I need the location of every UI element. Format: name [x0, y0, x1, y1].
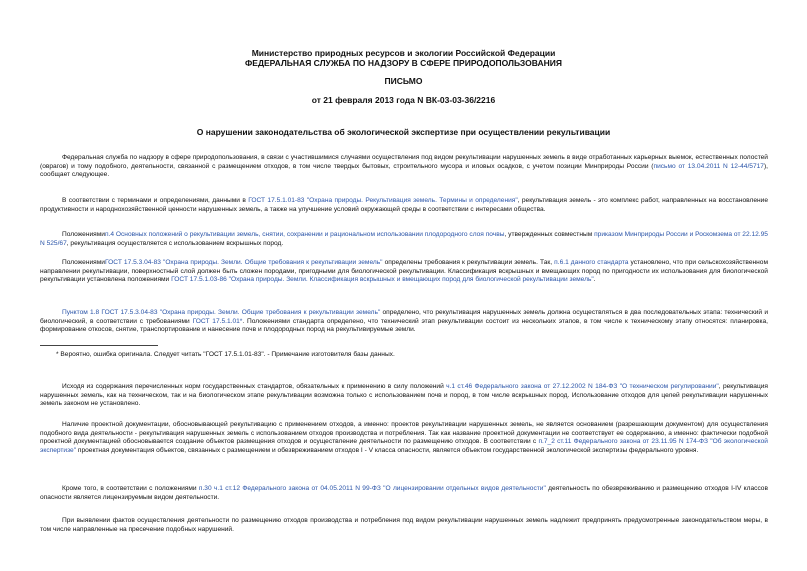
- paragraph-6: [40, 383, 768, 409]
- link-gost-17-5-1-01[interactable]: ГОСТ 17.5.1.01*: [192, 317, 243, 325]
- paragraph-5: [40, 309, 768, 335]
- paragraph-3: [40, 231, 768, 248]
- text: Положениями: [62, 231, 105, 238]
- text: . Положениями стандарта определено, что технический этап рекультивации состоит из нескольких этапов, в том числе к техническому этапу относятся: планировка, формирование откосов, снятие, транспортирование и нанесение почв и плодородных пород на рекультивируемые земли.: [40, 317, 769, 334]
- link-letter-minprirody[interactable]: письмо от 13.04.2011 N 12-44/5717: [653, 162, 764, 170]
- paragraph-7: [40, 421, 768, 455]
- text: Положениями: [62, 259, 105, 266]
- text: .: [593, 276, 596, 284]
- text: , рекультивация земель - это комплекс работ, направленных на восстановление продуктивности и народнохозяйственной ценности нарушенных земель, а также на улучшение условий окружающей среды в соответствии с интересами общества.: [40, 197, 768, 213]
- link-gost-17-5-1-03-86[interactable]: ГОСТ 17.5.1.03-86 "Охрана природы. Земли. Классификация вскрышных и вмещающих пород для биологической рекультивации земель": [171, 276, 594, 284]
- paragraph-8: [40, 485, 768, 502]
- document-date-number: от 21 февраля 2013 года N ВК-03-03-36/2216: [311, 95, 496, 105]
- link-law-99-fz[interactable]: п.30 ч.1 ст.12 Федерального закона от 04.05.2011 N 99-ФЗ "О лицензировании отдельных видов деятельности": [198, 485, 546, 492]
- text: определено, что рекультивация нарушенных земель должна осуществляться в два последовательных этапа: технический и биологический, в соответствии с требованиями: [40, 309, 769, 325]
- text: Кроме того, в соответствии с положениями: [62, 485, 199, 492]
- text: Федеральная служба по надзору в сфере природопользования, в связи с участившимися случаями осуществления под видом рекультивации нарушенных земель в виде отработанных карьерных выемок, естественных полостей (оврагов) и тому подобного, деятельности, связанной с размещением отходов, в том числе твердых бытовых, строительного мусора и иловых осадков, с учетом позиции Минприроды России (: [40, 154, 768, 170]
- paragraph-4: [40, 259, 768, 285]
- text: определены требования к рекультивации земель. Так,: [382, 259, 555, 266]
- text: , утвержденных совместным: [504, 231, 595, 238]
- service-name: ФЕДЕРАЛЬНАЯ СЛУЖБА ПО НАДЗОРУ В СФЕРЕ ПРИРОДОПОЛЬЗОВАНИЯ: [245, 58, 562, 68]
- link-gost-17-5-3-04-83[interactable]: ГОСТ 17.5.3.04-83 "Охрана природы. Земли. Общие требования к рекультивации земель": [104, 259, 383, 266]
- link-law-184-fz[interactable]: ч.1 ст.46 Федерального закона от 27.12.2002 N 184-ФЗ "О техническом регулировании": [446, 383, 719, 390]
- text: В соответствии с терминами и определениями, данными в: [62, 197, 249, 204]
- paragraph-1: [40, 154, 768, 180]
- text: деятельность по обезвреживанию и размещению отходов I-IV классов опасности является лицензируемым видом деятельности.: [40, 485, 768, 501]
- text: Исходя из содержания перечисленных норм государственных стандартов, обязательных к применению в силу положений: [62, 383, 447, 390]
- ministry-name: Министерство природных ресурсов и экологии Российской Федерации: [251, 48, 556, 58]
- link-gost-p1-8[interactable]: Пунктом 1.8 ГОСТ 17.5.3.04-83 "Охрана природы. Земли. Общие требования к рекультивации земель": [62, 309, 381, 316]
- paragraph-9: [40, 517, 768, 534]
- text: , рекультивация осуществляется с использованием вскрышных пород.: [66, 239, 284, 247]
- link-gost-p6-1[interactable]: п.6.1 данного стандарта: [554, 259, 629, 266]
- link-basic-provisions-p4[interactable]: п.4 Основных положений о рекультивации земель, снятии, сохранении и рациональном использовании плодородного слоя почвы: [104, 231, 505, 238]
- text: При выявлении фактов осуществления деятельности по размещению отходов производства и потребления под видом рекультивации нарушенных земель надлежит предпринять предусмотренные законодательством меры, в том числе направленные на пресечение подобных нарушений.: [40, 517, 768, 533]
- link-gost-17-5-1-01-83[interactable]: ГОСТ 17.5.1.01-83 "Охрана природы. Рекультивация земель. Термины и определения": [248, 197, 518, 204]
- link-law-174-fz[interactable]: п.7_2 ст.11 Федерального закона от 23.11.95 N 174-ФЗ "Об экологической экспертизе": [40, 438, 768, 454]
- text: установлено, что при сельскохозяйственном направлении рекультивации, поверхностный слой должен быть сложен породами, пригодными для биологической рекультивации. Классификация вскрышных и вмещающих пород по пригодности их использования для биологической рекультивации установлена положениями: [40, 259, 768, 284]
- text: ), сообщает следующее.: [40, 162, 768, 179]
- footnote: * Вероятно, ошибка оригинала. Следует читать "ГОСТ 17.5.1.01-83". - Примечание изготовителя базы данных.: [56, 351, 395, 358]
- footnote-divider: [40, 345, 158, 346]
- document-type: ПИСЬМО: [384, 76, 423, 86]
- paragraph-2: [40, 197, 768, 214]
- text: Наличие проектной документации, обосновывающей рекультивацию с применением отходов, а именно: проектов рекультивации нарушенных земель, не является основанием (разрешающим документом) для осуществления подобного вида деятельности - рекультивация нарушенных земель с использованием отходов производства и потребления. Так как название проектной документации не соответствует ее содержанию, а именно: фактически подобной проектной документацией обосновывается создание объектов размещения отходов и осуществление деятельности по размещению отходов. В соответствии с: [40, 421, 768, 446]
- link-order-525-67[interactable]: приказом Минприроды России и Роскомзема от 22.12.95 N 525/67: [40, 231, 768, 247]
- text: , рекультивация нарушенных земель, как на техническом, так и на биологическом этапе рекультивации возможна только с использованием почв и пород, в том числе вскрышных пород. Использование отходов для целей рекультивации нарушенных земель законом не установлено.: [40, 383, 768, 408]
- document-title: О нарушении законодательства об экологической экспертизе при осуществлении рекультивации: [196, 127, 611, 137]
- text: проектная документация объектов, связанных с размещением и обезвреживанием отходов I - V класса опасности, является объектом государственной экологической экспертизы федерального уровня.: [76, 446, 699, 454]
